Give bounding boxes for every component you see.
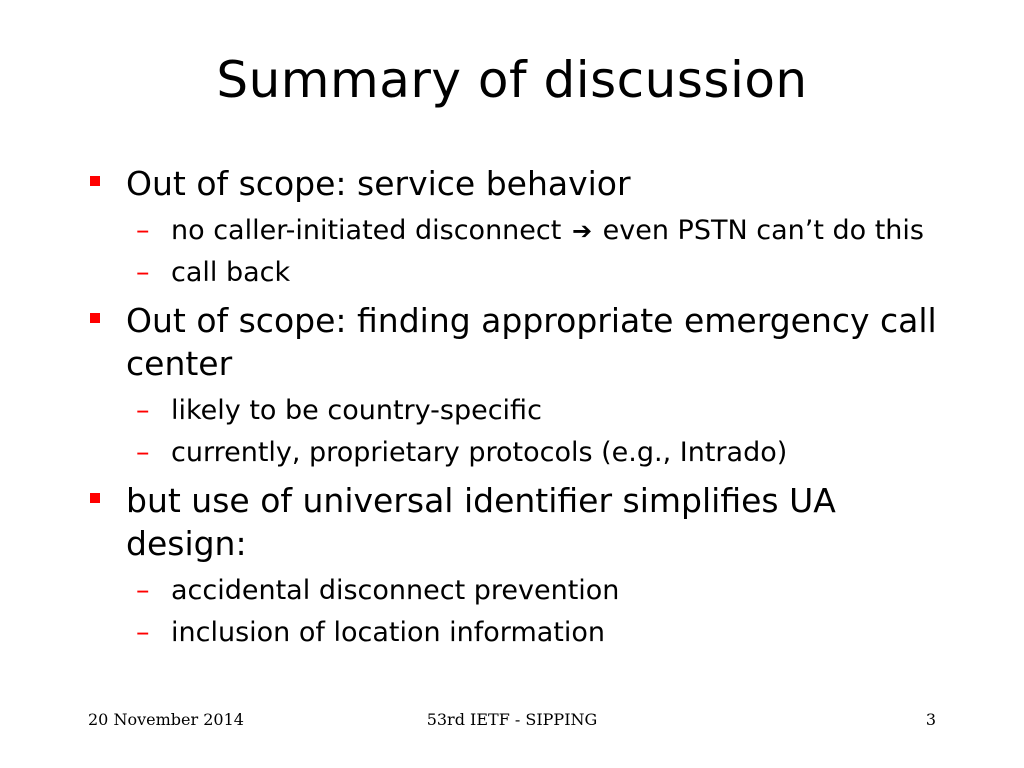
- bullet-item: [126, 479, 950, 565]
- dash-bullet-icon: –: [136, 395, 150, 426]
- square-bullet-icon: [90, 313, 100, 323]
- right-arrow-icon: ➔: [571, 217, 593, 245]
- sub-bullet-item: [136, 617, 950, 649]
- sub-bullet-item: [136, 437, 950, 469]
- sub-bullet-text-after-arrow: even PSTN can’t do this: [602, 215, 924, 246]
- sub-bullet-text: accidental disconnect prevention: [171, 575, 620, 606]
- sub-bullet-item: [136, 575, 950, 607]
- dash-bullet-icon: –: [136, 215, 150, 246]
- footer-page-number: 3: [925, 710, 936, 729]
- bullet-item: [126, 162, 950, 205]
- bullet-item: [126, 299, 950, 385]
- slide-title: Summary of discussion: [216, 51, 808, 109]
- dash-bullet-icon: –: [136, 575, 150, 606]
- bullet-list: [90, 158, 950, 649]
- sub-bullet-text: inclusion of location information: [171, 617, 606, 648]
- sub-bullet-text: call back: [171, 257, 291, 288]
- dash-bullet-icon: –: [136, 257, 150, 288]
- dash-bullet-icon: –: [136, 617, 150, 648]
- sub-bullet-text-before-arrow: no caller-initiated disconnect: [171, 215, 562, 246]
- footer-event: 53rd IETF - SIPPING: [426, 710, 598, 729]
- square-bullet-icon: [90, 176, 100, 186]
- sub-bullet-item: [136, 395, 950, 427]
- dash-bullet-icon: –: [136, 437, 150, 468]
- bullet-text: Out of scope: finding appropriate emergency call center: [126, 301, 937, 383]
- sub-bullet-item: [136, 257, 950, 289]
- bullet-text: Out of scope: service behavior: [126, 164, 631, 203]
- sub-bullet-text: likely to be country-specific: [171, 395, 542, 426]
- sub-bullet-item: [136, 215, 950, 247]
- footer-date: 20 November 2014: [88, 710, 244, 729]
- bullet-text: but use of universal identifier simplifies UA design:: [126, 481, 836, 563]
- square-bullet-icon: [90, 493, 100, 503]
- sub-bullet-text: currently, proprietary protocols (e.g., Intrado): [171, 437, 788, 468]
